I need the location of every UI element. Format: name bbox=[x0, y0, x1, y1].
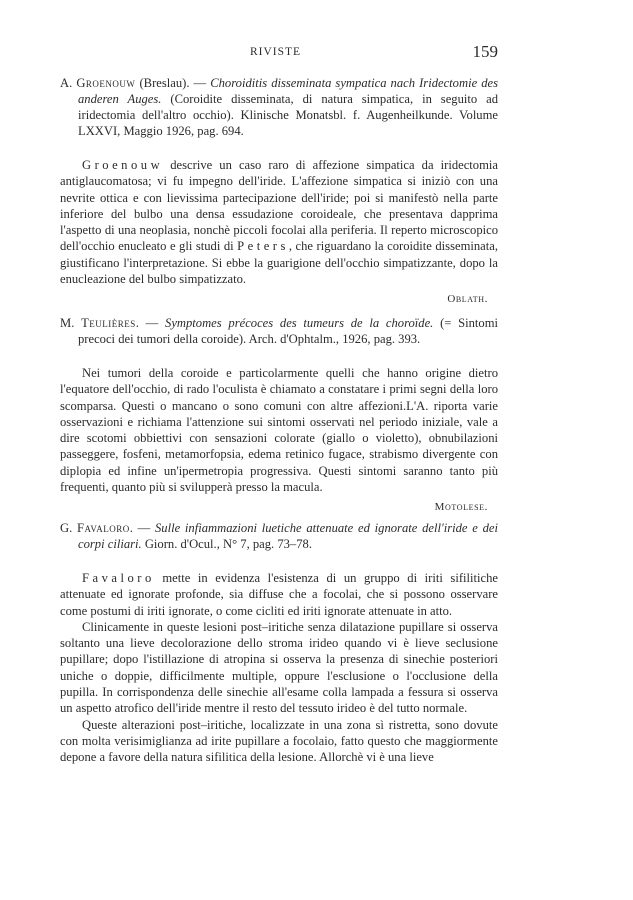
paragraph-text: , che riguardano la coroidite disseminata, giustificano l'interpretazione. Si ebbe la guarigione dell'occhio simpatizzante, dopo la enucleazione del bulbo simpatizzato. bbox=[60, 239, 498, 287]
author-location: . — bbox=[129, 521, 155, 535]
article-title: Sulle infiammazioni luetiche attenuate ed ignorate dell'iride e dei corpi ciliari. bbox=[78, 521, 498, 551]
article-title: Choroiditis disseminata sympatica nach Iridectomie des anderen Auges. bbox=[78, 76, 499, 106]
cited-author: Peters bbox=[237, 239, 289, 254]
review-citation bbox=[60, 75, 498, 139]
review-citation bbox=[60, 315, 498, 347]
article-source: (= Sintomi precoci dei tumori della coroide). Arch. d'Ophtalm., 1926, pag. 393. bbox=[78, 316, 498, 346]
reviewer-signature: Oblath. bbox=[447, 293, 488, 306]
review-paragraph: Clinicamente in queste lesioni post–iritiche senza dilatazione pupillare si osserva soltanto una lieve decolorazione dello stroma irideo quando vi è lieve seclusione pupillare; dopo l'istillazione di atropina si osserva la presenza di sinechie posteriori uniche o doppie, difficilmente multiple, oppure l'esclusione o l'occlusione della pupilla. In corrispondenza delle sinechie all'esame colla lampada a fessura si osserva un aspetto atrofico dell'iride mentre il resto del tessuto irideo è del tutto normale. bbox=[60, 619, 498, 716]
review-paragraph bbox=[60, 157, 498, 287]
review-body bbox=[60, 365, 498, 495]
paragraph-text: descrive un caso raro di affezione simpatica da iridectomia antiglaucomatosa; vi fu impegno dell'iride. L'affezione simpatica si iniziò con una nevrite ottica e con lievissima partecipazione dell'iride; poi si manifestò nella parte inferiore del bulbo una densa essudazione coroideale, che presentava dapprima l'aspetto di una neoplasia, nonchè piccoli focolai alla periferia. Il reperto microscopico dell'occhio enucleato e gli studi di bbox=[60, 158, 498, 254]
author-initial: M. bbox=[60, 316, 75, 330]
review-teulieres bbox=[60, 315, 498, 513]
review-groenouw bbox=[60, 75, 498, 305]
cited-author: Groenouw bbox=[82, 158, 164, 172]
author-initial: G. bbox=[60, 521, 73, 535]
running-title: RIVISTE bbox=[250, 46, 302, 58]
review-body bbox=[60, 570, 498, 766]
author-initial: A. bbox=[60, 76, 73, 90]
author-name: Favaloro bbox=[77, 521, 130, 535]
cited-author: Favaloro bbox=[82, 571, 155, 585]
article-source: Giorn. d'Ocul., N° 7, pag. 73–78. bbox=[141, 537, 312, 551]
author-location: (Breslau). — bbox=[135, 76, 211, 90]
author-name: Groenouw bbox=[76, 76, 136, 90]
review-citation bbox=[60, 520, 498, 552]
paragraph-text: mette in evidenza l'esistenza di un gruppo di iriti sifilitiche attenuate ed ignorate profonde, sia diffuse che a focolai, che si possono osservare come postumi di iriti ignorate, o come cicliti ed iriti ignorate attenuate in atto. bbox=[60, 571, 498, 618]
page-number: 159 bbox=[472, 42, 498, 61]
review-paragraph: Nei tumori della coroide e particolarmente quelli che hanno origine dietro l'equatore dell'occhio, di rado l'oculista è chiamato a constatare i primi segni della loro scomparsa. Questi o mancano o sono comuni con altre affezioni.L'A. riporta varie osservazioni e richiama l'attenzione sui sintomi osservati nel periodo iniziale, vale a dire scotomi obbiettivi con sensazioni colorate (giallo o violetto), obnubilazioni passeggere, fosfeni, metamorfopsia, edema retinico fugace, strabismo divergente con diplopia ed infine un'ipermetropia progressiva. Questi sintomi saranno tanto più frequenti, quanto più si svilupperà presso la macula. bbox=[60, 366, 498, 495]
author-name: Teulières bbox=[81, 316, 136, 330]
reviewer-signature: Motolese. bbox=[434, 501, 488, 514]
author-location: . — bbox=[135, 316, 166, 330]
review-paragraph: Queste alterazioni post–iritiche, localizzate in una zona sì ristretta, sono dovute con molta verisimiglianza ad irite pupillare a focolaio, fatto questo che maggiormente depone a favore della natura sifilitica della lesione. Allorchè vi è una lieve bbox=[60, 717, 498, 765]
review-body bbox=[60, 157, 498, 287]
article-title: Symptomes précoces des tumeurs de la choroïde. bbox=[165, 316, 434, 330]
review-paragraph bbox=[60, 570, 498, 619]
review-favaloro bbox=[60, 520, 498, 766]
article-source: (Coroidite disseminata, di natura simpatica, in seguito ad iridectomia dell'altro occhio). Klinische Monatsbl. f. Augenheilkunde. Volume LXXVI, Maggio 1926, pag. 694. bbox=[78, 92, 498, 138]
page-header bbox=[60, 44, 498, 64]
